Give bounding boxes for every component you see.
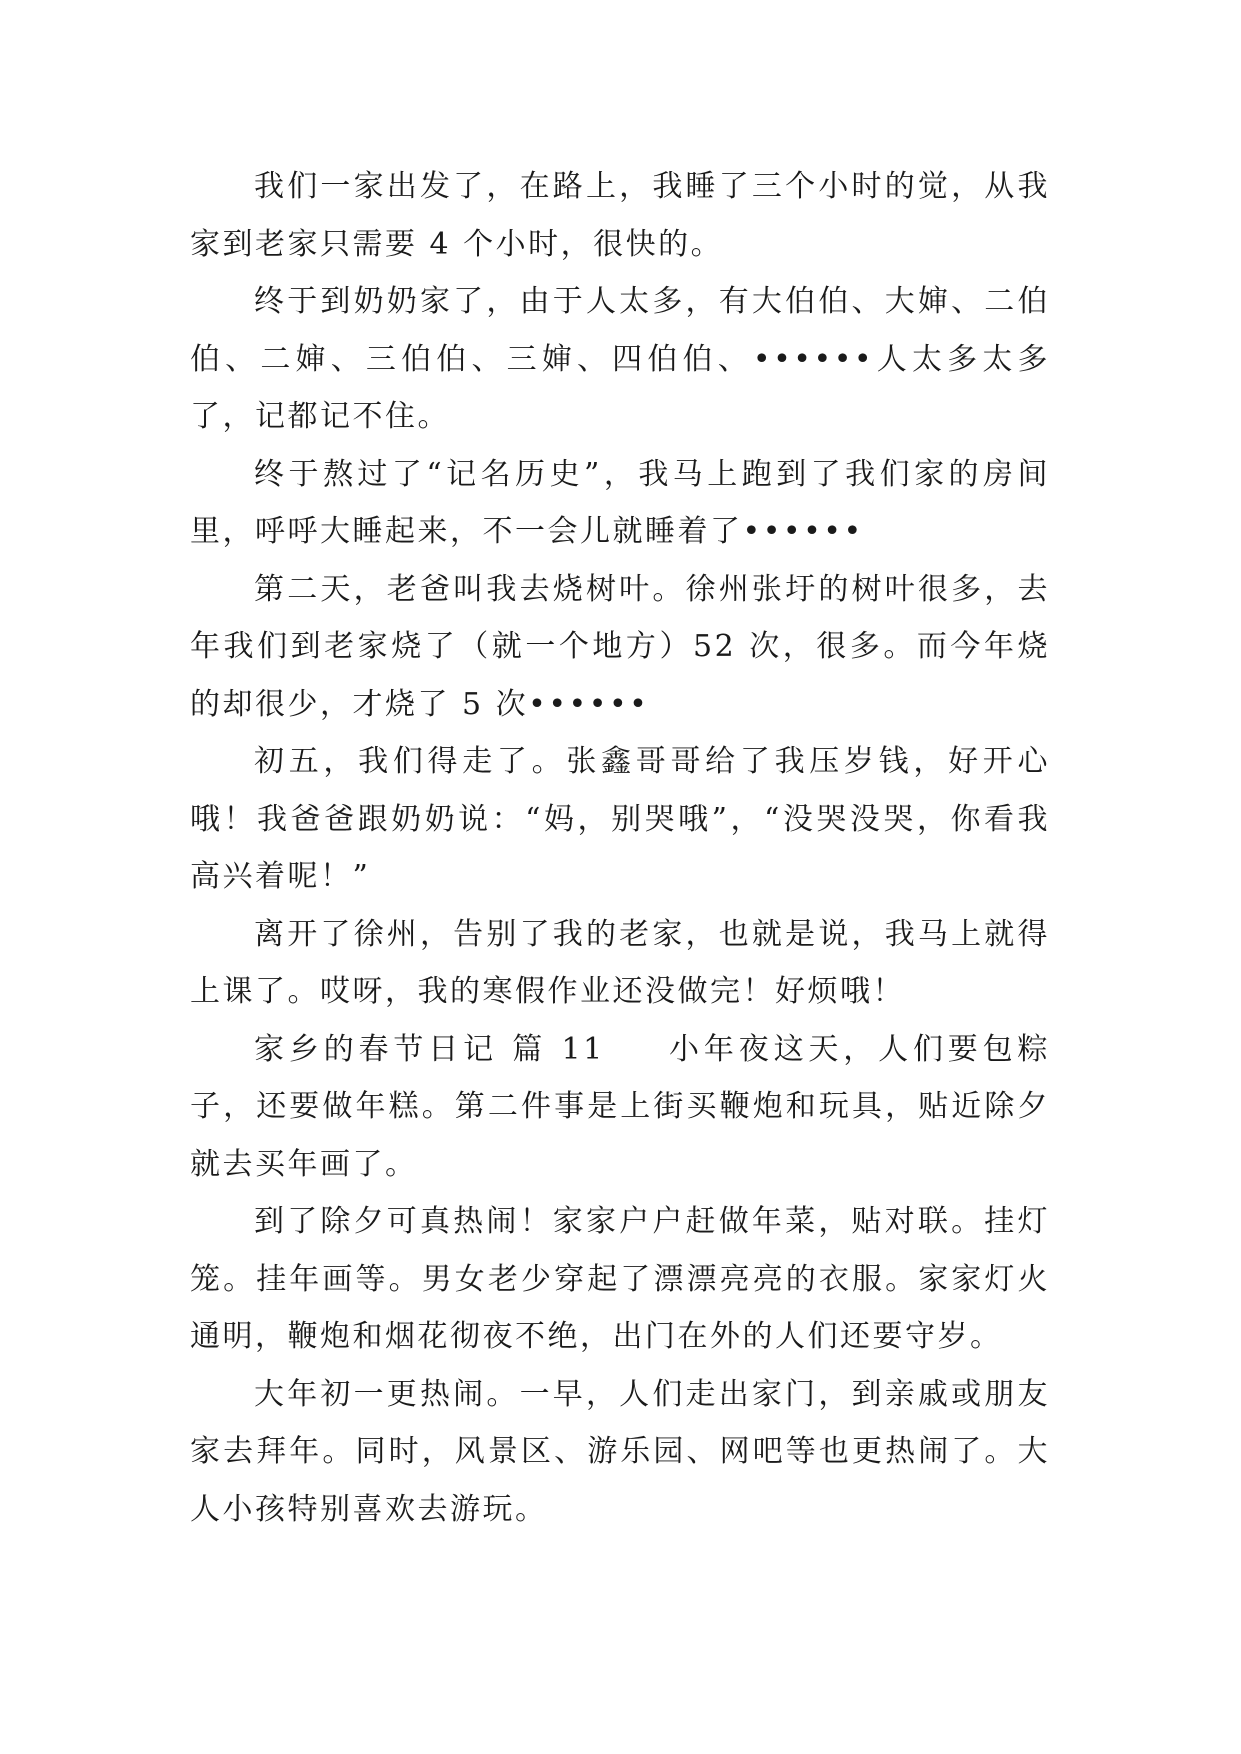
- paragraph-sleep: 终于熬过了“记名历史”，我马上跑到了我们家的房间里，呼呼大睡起来，不一会儿就睡着了••••••: [190, 456, 1050, 549]
- paragraph-relatives: 终于到奶奶家了，由于人太多，有大伯伯、大婶、二伯伯、二婶、三伯伯、三婶、四伯伯、••••••人太多太多了，记都记不住。: [190, 284, 1050, 434]
- paragraph-leaving: 初五，我们得走了。张鑫哥哥给了我压岁钱，好开心哦！我爸爸跟奶奶说：“妈，别哭哦”，“没哭没哭，你看我高兴着呢！”: [190, 744, 1050, 894]
- paragraph-farewell: 离开了徐州，告别了我的老家，也就是说，我马上就得上课了。哎呀，我的寒假作业还没做完！好烦哦！: [190, 916, 1050, 1009]
- section-title: 家乡的春节日记 篇 11: [254, 1031, 605, 1067]
- section-paragraph: [190, 1021, 1050, 1194]
- paragraph-new-years-eve: 到了除夕可真热闹！家家户户赶做年菜，贴对联。挂灯笼。挂年画等。男女老少穿起了漂漂亮亮的衣服。家家灯火通明，鞭炮和烟花彻夜不绝，出门在外的人们还要守岁。: [190, 1204, 1050, 1354]
- section-first-line: 小年夜这天，人们要包粽子，还要做年糕。第二件事是上街买鞭炮和玩具，贴近除夕就去买年画了。: [190, 1031, 1051, 1182]
- document-body: [190, 158, 1050, 1538]
- paragraph-journey: 我们一家出发了，在路上，我睡了三个小时的觉，从我家到老家只需要 4 个小时，很快的。: [190, 169, 1050, 262]
- paragraph-new-years-day: 大年初一更热闹。一早，人们走出家门，到亲戚或朋友家去拜年。同时，风景区、游乐园、网吧等也更热闹了。大人小孩特别喜欢去游玩。: [190, 1376, 1050, 1527]
- paragraph-burn-leaves: 第二天，老爸叫我去烧树叶。徐州张圩的树叶很多，去年我们到老家烧了（就一个地方）52 次，很多。而今年烧的却很少，才烧了 5 次••••••: [190, 571, 1050, 722]
